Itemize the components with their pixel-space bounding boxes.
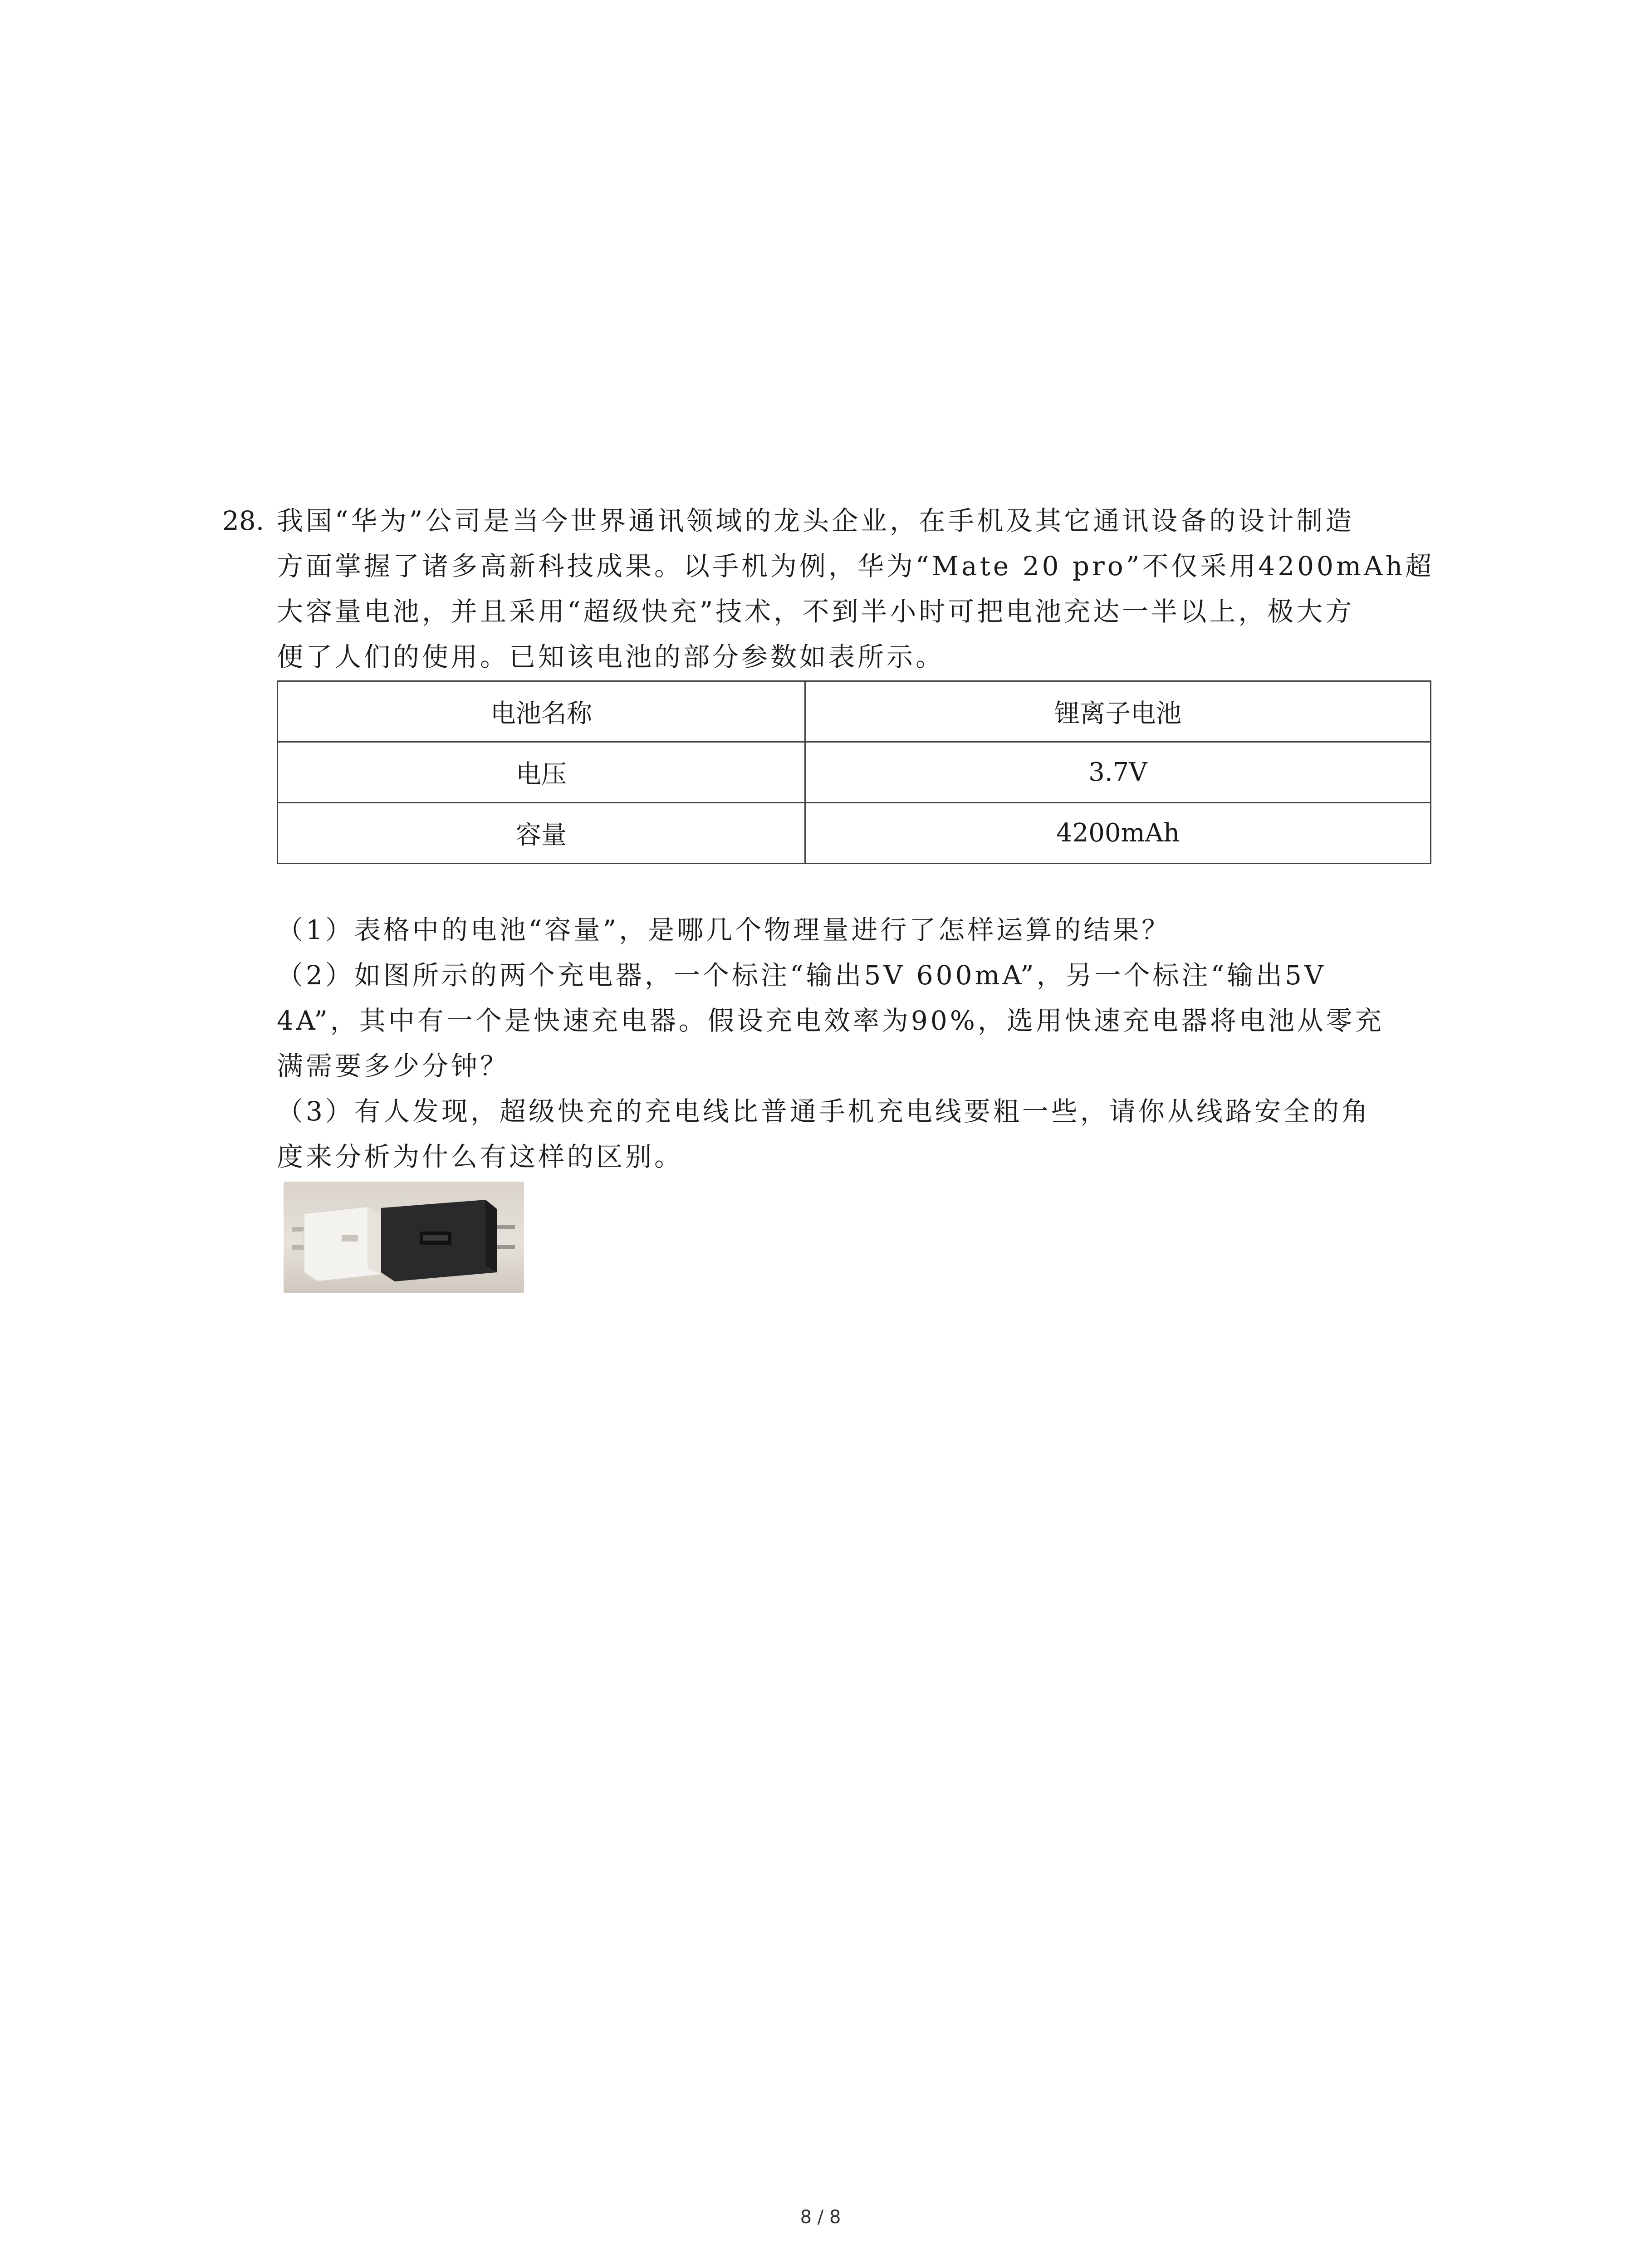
table-cell-label: 容量	[278, 803, 805, 864]
stem-line: 方面掌握了诸多高新科技成果。以手机为例，华为“Mate 20 pro”不仅采用4200mAh超	[277, 551, 1435, 582]
stem-line: 我国“华为”公司是当今世界通讯领域的龙头企业，在手机及其它通讯设备的设计制造	[277, 505, 1355, 536]
sub-question-line: 满需要多少分钟？	[277, 1051, 509, 1081]
question-number: 28.	[222, 505, 265, 536]
table-cell-value: 锂离子电池	[805, 681, 1431, 742]
table-row	[278, 803, 1431, 864]
sub-question-line: （3）有人发现，超级快充的充电线比普通手机充电线要粗一些，请你从线路安全的角	[277, 1096, 1371, 1127]
table-cell-value: 3.7V	[805, 742, 1431, 803]
sub-question-line: 4A”，其中有一个是快速充电器。假设充电效率为90%，选用快速充电器将电池从零充	[277, 1005, 1384, 1036]
stem-line: 便了人们的使用。已知该电池的部分参数如表所示。	[277, 641, 945, 672]
battery-params-table	[277, 680, 1431, 864]
table-cell-label: 电池名称	[278, 681, 805, 742]
stem-line: 大容量电池，并且采用“超级快充”技术，不到半小时可把电池充达一半以上，极大方	[277, 596, 1355, 627]
sub-question-line: （1）表格中的电池“容量”，是哪几个物理量进行了怎样运算的结果？	[277, 914, 1171, 945]
sub-question-line: 度来分析为什么有这样的区别。	[277, 1141, 684, 1172]
table-row	[278, 742, 1431, 803]
sub-question-line: （2）如图所示的两个充电器，一个标注“输出5V 600mA”，另一个标注“输出5V	[277, 960, 1326, 991]
table-cell-label: 电压	[278, 742, 805, 803]
question-stem	[277, 498, 1456, 679]
page-indicator: 8 / 8	[800, 2207, 841, 2228]
charger-photo-icon	[284, 1182, 524, 1293]
table-row	[278, 681, 1431, 742]
table-cell-value: 4200mAh	[805, 803, 1431, 864]
question-28	[222, 498, 1456, 679]
sub-questions	[277, 907, 1456, 1179]
